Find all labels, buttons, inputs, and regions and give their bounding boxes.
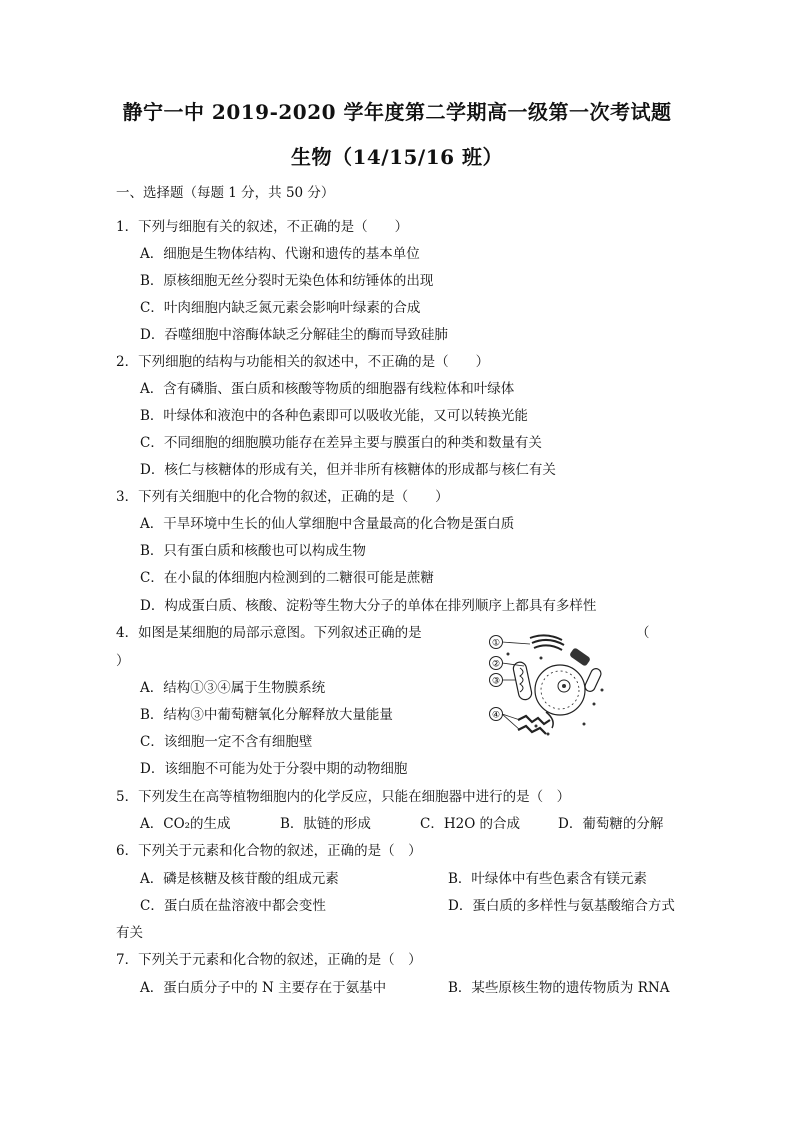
- question-6-option-c: C．蛋白质在盐溶液中都会变性: [140, 898, 326, 914]
- question-2-option-d: D．核仁与核糖体的形成有关，但并非所有核糖体的形成都与核仁有关: [140, 462, 556, 478]
- label-3: ③: [491, 676, 501, 687]
- question-3-option-d: D．构成蛋白质、核酸、淀粉等生物大分子的单体在排列顺序上都具有多样性: [140, 598, 597, 614]
- question-4-paren-close: ）: [116, 653, 130, 669]
- question-1-option-d: D．吞噬细胞中溶酶体缺乏分解硅尘的酶而导致硅肺: [140, 327, 448, 343]
- question-7-option-b: B．某些原核生物的遗传物质为 RNA: [448, 980, 670, 996]
- question-4-paren-open: （: [636, 625, 650, 641]
- question-6-option-a: A．磷是核糖及核苷酸的组成元素: [140, 871, 339, 887]
- question-3-option-c: C．在小鼠的体细胞内检测到的二糖很可能是蔗糖: [140, 570, 434, 586]
- question-6-stem: 6．下列关于元素和化合物的叙述，正确的是（ ）: [116, 843, 422, 859]
- question-4-option-b: B．结构③中葡萄糖氧化分解释放大量能量: [140, 707, 393, 723]
- question-5-option-b: B．肽链的形成: [280, 816, 371, 832]
- small-organelle: [583, 667, 602, 693]
- question-3-option-a: A．干旱环境中生长的仙人掌细胞中含量最高的化合物是蛋白质: [140, 516, 515, 532]
- question-6-option-d: D．蛋白质的多样性与氨基酸缩合方式: [448, 898, 675, 914]
- question-2-option-a: A．含有磷脂、蛋白质和核酸等物质的细胞器有线粒体和叶绿体: [140, 381, 515, 397]
- label-4: ④: [491, 710, 501, 721]
- question-7-option-a: A．蛋白质分子中的 N 主要存在于氨基中: [140, 980, 387, 996]
- question-5-stem: 5．下列发生在高等植物细胞内的化学反应，只能在细胞器中进行的是（ ）: [116, 789, 571, 805]
- label-1: ①: [491, 638, 501, 649]
- question-3-stem: 3．下列有关细胞中的化合物的叙述，正确的是（ ）: [116, 489, 449, 505]
- centriole: [569, 647, 591, 667]
- question-2-option-b: B．叶绿体和液泡中的各种色素即可以吸收光能，又可以转换光能: [140, 408, 528, 424]
- exam-title: 静宁一中 2019-2020 学年度第二学期高一级第一次考试题: [122, 100, 672, 124]
- endoplasmic-reticulum: [518, 716, 550, 724]
- question-4-option-d: D．该细胞不可能为处于分裂中期的动物细胞: [140, 761, 408, 777]
- question-1-option-b: B．原核细胞无丝分裂时无染色体和纺锤体的出现: [140, 273, 434, 289]
- question-7-stem: 7．下列关于元素和化合物的叙述，正确的是（ ）: [116, 952, 422, 968]
- question-5-option-c: C．H2O 的合成: [420, 816, 521, 832]
- section-heading: 一、选择题（每题 1 分，共 50 分）: [116, 185, 335, 201]
- cell-diagram: [486, 630, 610, 746]
- question-2-stem: 2．下列细胞的结构与功能相关的叙述中，不正确的是（ ）: [116, 354, 490, 370]
- question-4-option-c: C．该细胞一定不含有细胞壁: [140, 734, 313, 750]
- question-1-stem: 1．下列与细胞有关的叙述，不正确的是（ ）: [116, 219, 409, 235]
- question-6-option-b: B．叶绿体中有些色素含有镁元素: [448, 871, 647, 887]
- question-6-option-d-continued: 有关: [116, 925, 143, 941]
- question-5-option-a: A．CO₂的生成: [140, 816, 231, 832]
- label-2: ②: [491, 659, 501, 670]
- question-4-stem: 4．如图是某细胞的局部示意图。下列叙述正确的是: [116, 625, 422, 641]
- question-5-option-d: D．葡萄糖的分解: [558, 816, 664, 832]
- exam-subtitle: 生物（14/15/16 班）: [290, 145, 504, 169]
- question-1-option-c: C．叶肉细胞内缺乏氮元素会影响叶绿素的合成: [140, 300, 421, 316]
- question-2-option-c: C．不同细胞的细胞膜功能存在差异主要与膜蛋白的种类和数量有关: [140, 435, 542, 451]
- question-1-option-a: A．细胞是生物体结构、代谢和遗传的基本单位: [140, 246, 420, 262]
- question-4-option-a: A．结构①③④属于生物膜系统: [140, 680, 326, 696]
- question-3-option-b: B．只有蛋白质和核酸也可以构成生物: [140, 543, 366, 559]
- golgi-apparatus: [530, 635, 564, 650]
